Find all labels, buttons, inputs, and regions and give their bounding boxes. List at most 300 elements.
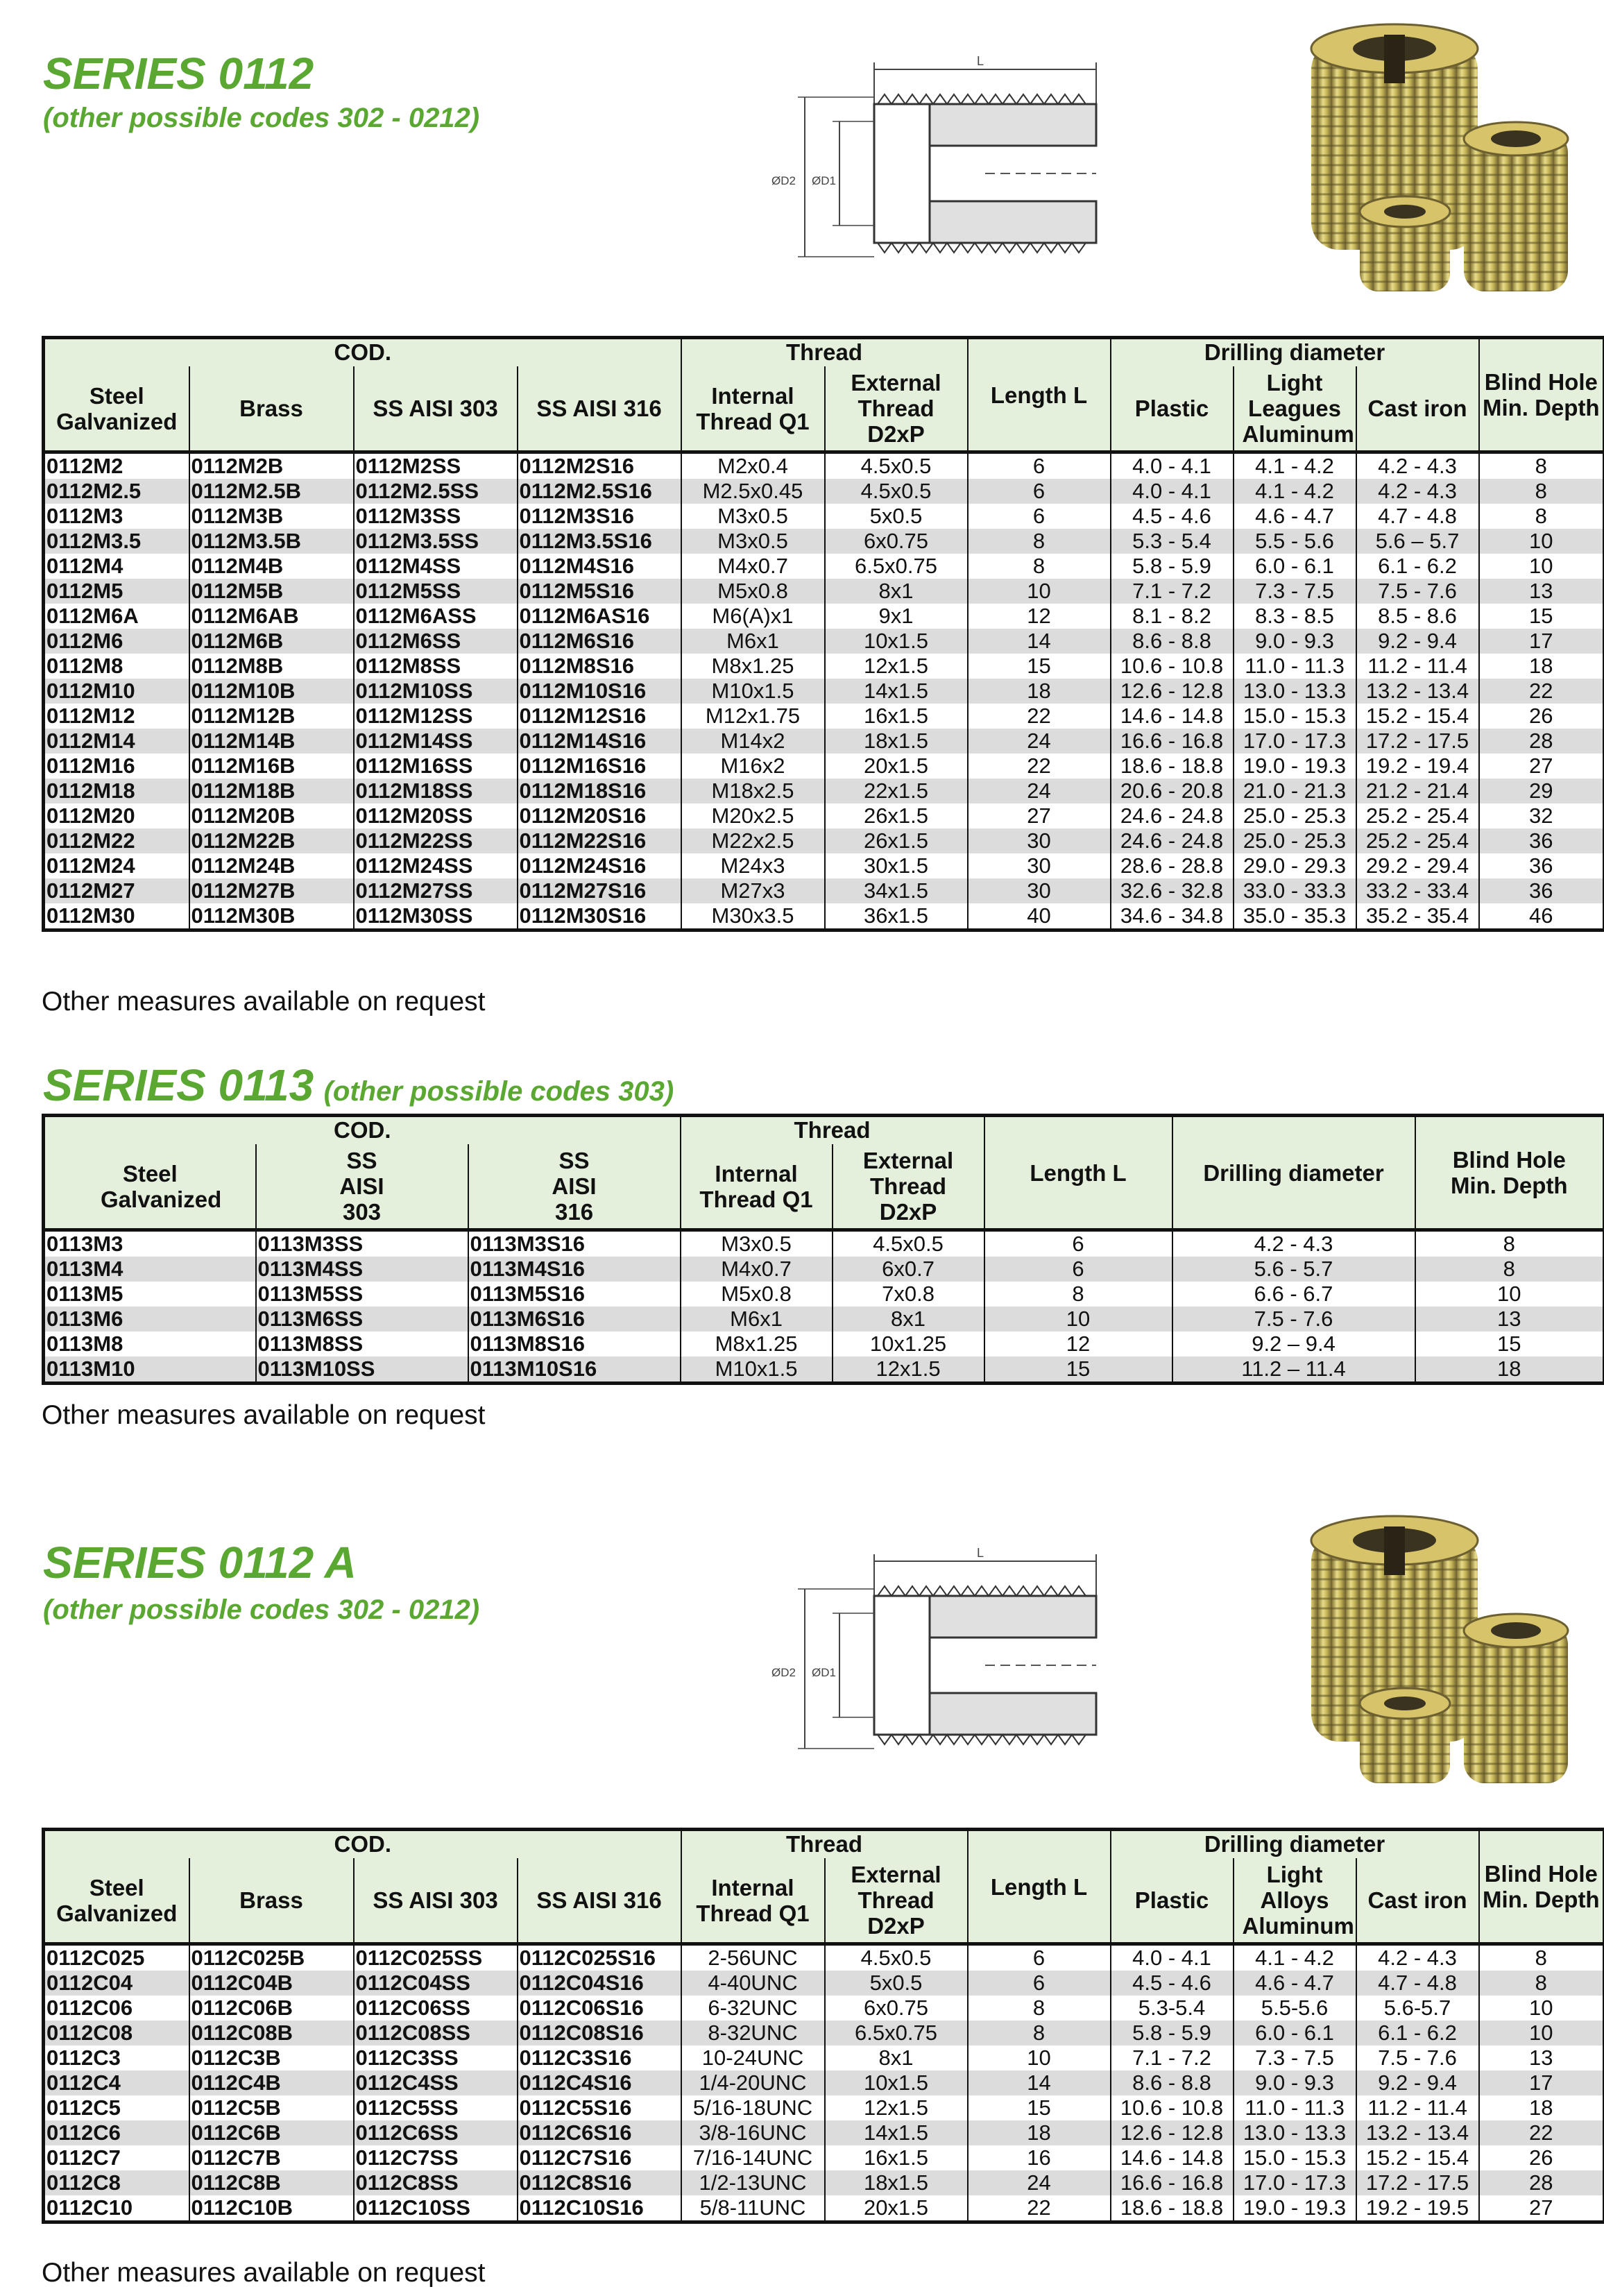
product-code-cell: 0112C6SS [354, 2120, 518, 2145]
product-code-cell: 0112C06 [44, 1996, 189, 2021]
value-cell: 5x0.5 [825, 504, 968, 529]
value-cell: 18 [1415, 1357, 1604, 1384]
value-cell: 33.2 - 33.4 [1356, 878, 1479, 903]
value-cell: 30 [968, 878, 1111, 903]
product-code-cell: 0113M4SS [256, 1257, 468, 1282]
product-code-cell: 0112M6B [189, 629, 354, 654]
product-code-cell: 0112C04SS [354, 1971, 518, 1996]
light-alloys-header: Light Alloys Aluminum [1234, 1858, 1356, 1944]
value-cell: 36 [1479, 828, 1604, 853]
ss-aisi-303-header: SS AISI 303 [256, 1144, 468, 1230]
value-cell: 28.6 - 28.8 [1111, 853, 1234, 878]
value-cell: 6x0.75 [825, 529, 968, 554]
product-code-cell: 0113M10SS [256, 1357, 468, 1384]
table-row [44, 754, 1604, 779]
value-cell: 5.5 - 5.6 [1234, 529, 1356, 554]
value-cell: M24x3 [681, 853, 825, 878]
value-cell: M30x3.5 [681, 903, 825, 930]
product-code-cell: 0112M3.5SS [354, 529, 518, 554]
value-cell: 29.0 - 29.3 [1234, 853, 1356, 878]
product-code-cell: 0112C3SS [354, 2046, 518, 2070]
length-header: Length L [968, 1830, 1111, 1944]
product-code-cell: 0112M2B [189, 452, 354, 479]
table-row [44, 1230, 1604, 1257]
product-code-cell: 0112C5 [44, 2095, 189, 2120]
table-row [44, 903, 1604, 930]
product-code-cell: 0112M24S16 [518, 853, 681, 878]
external-thread-header: External Thread D2xP [833, 1144, 984, 1230]
table-row [44, 2095, 1604, 2120]
product-code-cell: 0112M8B [189, 654, 354, 679]
value-cell: 24.6 - 24.8 [1111, 803, 1234, 828]
value-cell: 22 [968, 704, 1111, 729]
value-cell: 4-40UNC [681, 1971, 825, 1996]
product-code-cell: 0112M5B [189, 579, 354, 604]
product-code-cell: 0112M2.5S16 [518, 479, 681, 504]
product-code-cell: 0112C7 [44, 2145, 189, 2170]
value-cell: 7x0.8 [833, 1282, 984, 1307]
product-code-cell: 0112C08B [189, 2021, 354, 2046]
product-code-cell: 0112M5SS [354, 579, 518, 604]
value-cell: M5x0.8 [681, 579, 825, 604]
product-code-cell: 0112M16 [44, 754, 189, 779]
value-cell: 7.5 - 7.6 [1172, 1307, 1415, 1332]
series-0113-heading [43, 1060, 674, 1110]
value-cell: 26x1.5 [825, 828, 968, 853]
value-cell: 18x1.5 [825, 2170, 968, 2195]
threaded-insert-photo-1 [1290, 21, 1582, 298]
table-row [44, 1357, 1604, 1384]
series-0112a-table [42, 1828, 1604, 2224]
value-cell: 25.2 - 25.4 [1356, 803, 1479, 828]
value-cell: 8.6 - 8.8 [1111, 2070, 1234, 2095]
value-cell: 8 [968, 554, 1111, 579]
product-code-cell: 0112C025B [189, 1944, 354, 1971]
value-cell: 17 [1479, 629, 1604, 654]
value-cell: 6x0.7 [833, 1257, 984, 1282]
steel-galvanized-header: Steel Galvanized [44, 366, 189, 452]
blind-hole-header: Blind Hole Min. Depth [1415, 1116, 1604, 1230]
value-cell: 6 [984, 1257, 1172, 1282]
value-cell: 25.0 - 25.3 [1234, 803, 1356, 828]
value-cell: 5.6-5.7 [1356, 1996, 1479, 2021]
value-cell: 6.5x0.75 [825, 554, 968, 579]
product-code-cell: 0112C6S16 [518, 2120, 681, 2145]
value-cell: M20x2.5 [681, 803, 825, 828]
product-code-cell: 0113M8 [44, 1332, 256, 1357]
table-row [44, 1996, 1604, 2021]
table-row [44, 529, 1604, 554]
dimension-l-label: L [977, 1546, 984, 1560]
product-code-cell: 0113M5SS [256, 1282, 468, 1307]
value-cell: 3/8-16UNC [681, 2120, 825, 2145]
product-code-cell: 0113M3S16 [468, 1230, 681, 1257]
product-code-cell: 0112M30B [189, 903, 354, 930]
value-cell: 10.6 - 10.8 [1111, 654, 1234, 679]
value-cell: 8 [984, 1282, 1172, 1307]
value-cell: 8 [1415, 1230, 1604, 1257]
value-cell: 7.5 - 7.6 [1356, 2046, 1479, 2070]
value-cell: 8.6 - 8.8 [1111, 629, 1234, 654]
value-cell: 6 [984, 1230, 1172, 1257]
table-row [44, 2070, 1604, 2095]
product-code-cell: 0113M6SS [256, 1307, 468, 1332]
product-code-cell: 0112M4S16 [518, 554, 681, 579]
value-cell: 25.0 - 25.3 [1234, 828, 1356, 853]
series-0112-note: Other measures available on request [42, 987, 486, 1017]
table-row [44, 853, 1604, 878]
value-cell: 6 [968, 1971, 1111, 1996]
cod-header: COD. [44, 338, 681, 367]
product-code-cell: 0112M3B [189, 504, 354, 529]
table-row [44, 2195, 1604, 2222]
value-cell: 6.0 - 6.1 [1234, 2021, 1356, 2046]
product-code-cell: 0112C7S16 [518, 2145, 681, 2170]
table-row [44, 2170, 1604, 2195]
product-code-cell: 0112C025SS [354, 1944, 518, 1971]
product-code-cell: 0112C10SS [354, 2195, 518, 2222]
drilling-header: Drilling diameter [1111, 1830, 1479, 1859]
brass-header: Brass [189, 1858, 354, 1944]
value-cell: 7.1 - 7.2 [1111, 2046, 1234, 2070]
ss-aisi-316-header: SS AISI 316 [518, 366, 681, 452]
value-cell: 10.6 - 10.8 [1111, 2095, 1234, 2120]
value-cell: 8x1 [825, 2046, 968, 2070]
value-cell: 4.0 - 4.1 [1111, 479, 1234, 504]
thread-header: Thread [681, 1116, 984, 1145]
product-code-cell: 0112M16B [189, 754, 354, 779]
product-code-cell: 0112C8 [44, 2170, 189, 2195]
table-row [44, 2120, 1604, 2145]
value-cell: 4.2 - 4.3 [1356, 479, 1479, 504]
value-cell: 36x1.5 [825, 903, 968, 930]
value-cell: 5.6 - 5.7 [1172, 1257, 1415, 1282]
value-cell: 6.1 - 6.2 [1356, 2021, 1479, 2046]
value-cell: 11.0 - 11.3 [1234, 654, 1356, 679]
product-code-cell: 0112M2S16 [518, 452, 681, 479]
product-code-cell: 0112C08 [44, 2021, 189, 2046]
product-code-cell: 0113M8S16 [468, 1332, 681, 1357]
value-cell: 27 [968, 803, 1111, 828]
value-cell: 10x1.5 [825, 2070, 968, 2095]
product-code-cell: 0112C5S16 [518, 2095, 681, 2120]
product-code-cell: 0112M10S16 [518, 679, 681, 704]
value-cell: 13.2 - 13.4 [1356, 679, 1479, 704]
value-cell: 8 [1479, 1944, 1604, 1971]
value-cell: 15.0 - 15.3 [1234, 704, 1356, 729]
value-cell: 4.0 - 4.1 [1111, 1944, 1234, 1971]
value-cell: 4.5x0.5 [825, 452, 968, 479]
product-code-cell: 0113M8SS [256, 1332, 468, 1357]
value-cell: M4x0.7 [681, 1257, 833, 1282]
value-cell: 19.0 - 19.3 [1234, 754, 1356, 779]
value-cell: 10 [1479, 2021, 1604, 2046]
value-cell: 32.6 - 32.8 [1111, 878, 1234, 903]
plastic-header: Plastic [1111, 366, 1234, 452]
value-cell: 9.0 - 9.3 [1234, 2070, 1356, 2095]
value-cell: 5.5-5.6 [1234, 1996, 1356, 2021]
value-cell: 15 [1415, 1332, 1604, 1357]
steel-galvanized-header: Steel Galvanized [44, 1858, 189, 1944]
value-cell: 6.6 - 6.7 [1172, 1282, 1415, 1307]
product-code-cell: 0112M27 [44, 878, 189, 903]
product-code-cell: 0112M6SS [354, 629, 518, 654]
product-code-cell: 0112C8S16 [518, 2170, 681, 2195]
value-cell: M16x2 [681, 754, 825, 779]
value-cell: 8x1 [825, 579, 968, 604]
value-cell: 18 [1479, 654, 1604, 679]
value-cell: M2x0.4 [681, 452, 825, 479]
product-code-cell: 0113M5S16 [468, 1282, 681, 1307]
value-cell: 18.6 - 18.8 [1111, 2195, 1234, 2222]
value-cell: 35.2 - 35.4 [1356, 903, 1479, 930]
value-cell: 17.2 - 17.5 [1356, 2170, 1479, 2195]
value-cell: 8 [1479, 1971, 1604, 1996]
value-cell: 5/8-11UNC [681, 2195, 825, 2222]
product-code-cell: 0112C4B [189, 2070, 354, 2095]
product-code-cell: 0112C04 [44, 1971, 189, 1996]
value-cell: 4.5 - 4.6 [1111, 504, 1234, 529]
dimension-d2-label: ØD2 [771, 174, 796, 187]
product-code-cell: 0112M24 [44, 853, 189, 878]
table-row [44, 479, 1604, 504]
value-cell: 21.2 - 21.4 [1356, 779, 1479, 803]
value-cell: 8 [968, 2021, 1111, 2046]
value-cell: 26 [1479, 704, 1604, 729]
series-0113-table [42, 1114, 1604, 1385]
value-cell: 4.7 - 4.8 [1356, 504, 1479, 529]
product-code-cell: 0112M30 [44, 903, 189, 930]
value-cell: 10 [1479, 554, 1604, 579]
series-0112a-note: Other measures available on request [42, 2258, 486, 2288]
product-code-cell: 0112M10 [44, 679, 189, 704]
product-code-cell: 0112C6 [44, 2120, 189, 2145]
value-cell: 8 [1479, 504, 1604, 529]
thread-header: Thread [681, 1830, 968, 1859]
product-code-cell: 0112M6 [44, 629, 189, 654]
threaded-insert-photo-2 [1290, 1513, 1582, 1790]
value-cell: 4.2 - 4.3 [1356, 1944, 1479, 1971]
value-cell: 12 [984, 1332, 1172, 1357]
product-code-cell: 0112M16SS [354, 754, 518, 779]
product-code-cell: 0112M4B [189, 554, 354, 579]
value-cell: 13.2 - 13.4 [1356, 2120, 1479, 2145]
insert-section-diagram-1 [722, 49, 1110, 298]
product-code-cell: 0112C10B [189, 2195, 354, 2222]
internal-thread-header: Internal Thread Q1 [681, 1858, 825, 1944]
product-code-cell: 0112C4 [44, 2070, 189, 2095]
product-code-cell: 0112C08SS [354, 2021, 518, 2046]
value-cell: 36 [1479, 878, 1604, 903]
table-row [44, 878, 1604, 903]
product-code-cell: 0112C06SS [354, 1996, 518, 2021]
value-cell: 17 [1479, 2070, 1604, 2095]
product-code-cell: 0112C8B [189, 2170, 354, 2195]
value-cell: 6-32UNC [681, 1996, 825, 2021]
table-row [44, 1257, 1604, 1282]
value-cell: 7/16-14UNC [681, 2145, 825, 2170]
value-cell: 7.3 - 7.5 [1234, 2046, 1356, 2070]
product-code-cell: 0113M5 [44, 1282, 256, 1307]
value-cell: 14 [968, 2070, 1111, 2095]
product-code-cell: 0112M18 [44, 779, 189, 803]
product-code-cell: 0113M3SS [256, 1230, 468, 1257]
product-code-cell: 0112M6S16 [518, 629, 681, 654]
value-cell: M2.5x0.45 [681, 479, 825, 504]
value-cell: 27 [1479, 754, 1604, 779]
value-cell: 9x1 [825, 604, 968, 629]
value-cell: 4.0 - 4.1 [1111, 452, 1234, 479]
product-code-cell: 0112M2.5B [189, 479, 354, 504]
value-cell: M3x0.5 [681, 1230, 833, 1257]
value-cell: 29 [1479, 779, 1604, 803]
product-code-cell: 0112M10SS [354, 679, 518, 704]
table-row [44, 2145, 1604, 2170]
value-cell: 10 [1479, 529, 1604, 554]
product-code-cell: 0112M27SS [354, 878, 518, 903]
value-cell: 11.2 - 11.4 [1356, 654, 1479, 679]
value-cell: 8.5 - 8.6 [1356, 604, 1479, 629]
insert-section-diagram-2 [722, 1540, 1110, 1790]
product-code-cell: 0112C5B [189, 2095, 354, 2120]
product-code-cell: 0112C06S16 [518, 1996, 681, 2021]
ss-aisi-303-header: SS AISI 303 [354, 366, 518, 452]
product-code-cell: 0112C6B [189, 2120, 354, 2145]
value-cell: 6 [968, 1944, 1111, 1971]
product-code-cell: 0112M8SS [354, 654, 518, 679]
value-cell: 10-24UNC [681, 2046, 825, 2070]
value-cell: 29.2 - 29.4 [1356, 853, 1479, 878]
product-code-cell: 0112M30SS [354, 903, 518, 930]
value-cell: 22 [1479, 679, 1604, 704]
product-code-cell: 0112C04B [189, 1971, 354, 1996]
product-code-cell: 0112M22B [189, 828, 354, 853]
value-cell: 17.0 - 17.3 [1234, 729, 1356, 754]
value-cell: M18x2.5 [681, 779, 825, 803]
product-code-cell: 0112M12S16 [518, 704, 681, 729]
value-cell: 12x1.5 [833, 1357, 984, 1384]
value-cell: M6(A)x1 [681, 604, 825, 629]
table-row [44, 452, 1604, 479]
value-cell: M10x1.5 [681, 679, 825, 704]
value-cell: 21.0 - 21.3 [1234, 779, 1356, 803]
cast-iron-header: Cast iron [1356, 366, 1479, 452]
value-cell: 6.0 - 6.1 [1234, 554, 1356, 579]
value-cell: 12 [968, 604, 1111, 629]
product-code-cell: 0112C10 [44, 2195, 189, 2222]
product-code-cell: 0112M2.5SS [354, 479, 518, 504]
table-row [44, 504, 1604, 529]
value-cell: 15.2 - 15.4 [1356, 2145, 1479, 2170]
thread-header: Thread [681, 338, 968, 367]
value-cell: 19.0 - 19.3 [1234, 2195, 1356, 2222]
value-cell: 26 [1479, 2145, 1604, 2170]
value-cell: 10 [1415, 1282, 1604, 1307]
drilling-header: Drilling diameter [1111, 338, 1479, 367]
value-cell: 10 [984, 1307, 1172, 1332]
dimension-d1-label: ØD1 [812, 174, 836, 187]
value-cell: M6x1 [681, 629, 825, 654]
value-cell: 5.6 – 5.7 [1356, 529, 1479, 554]
product-code-cell: 0112C8SS [354, 2170, 518, 2195]
value-cell: 4.5x0.5 [825, 479, 968, 504]
product-code-cell: 0113M6 [44, 1307, 256, 1332]
drilling-header: Drilling diameter [1172, 1116, 1415, 1230]
value-cell: 6x0.75 [825, 1996, 968, 2021]
value-cell: 22 [1479, 2120, 1604, 2145]
value-cell: 28 [1479, 2170, 1604, 2195]
value-cell: 6 [968, 479, 1111, 504]
cod-header: COD. [44, 1830, 681, 1859]
product-code-cell: 0112C4S16 [518, 2070, 681, 2095]
value-cell: 15 [984, 1357, 1172, 1384]
value-cell: 27 [1479, 2195, 1604, 2222]
value-cell: 8 [1415, 1257, 1604, 1282]
product-code-cell: 0112M20B [189, 803, 354, 828]
value-cell: 5.8 - 5.9 [1111, 554, 1234, 579]
value-cell: 4.1 - 4.2 [1234, 479, 1356, 504]
value-cell: 15 [968, 654, 1111, 679]
product-code-cell: 0112M22 [44, 828, 189, 853]
product-code-cell: 0112M22S16 [518, 828, 681, 853]
value-cell: 18 [968, 2120, 1111, 2145]
dimension-d2-label: ØD2 [771, 1666, 796, 1679]
product-code-cell: 0112M6A [44, 604, 189, 629]
product-code-cell: 0113M10 [44, 1357, 256, 1384]
value-cell: 6.1 - 6.2 [1356, 554, 1479, 579]
table-row [44, 779, 1604, 803]
value-cell: 24.6 - 24.8 [1111, 828, 1234, 853]
external-thread-header: External Thread D2xP [825, 1858, 968, 1944]
value-cell: 46 [1479, 903, 1604, 930]
table-row [44, 579, 1604, 604]
table-row [44, 654, 1604, 679]
value-cell: 14x1.5 [825, 2120, 968, 2145]
value-cell: 33.0 - 33.3 [1234, 878, 1356, 903]
value-cell: 34x1.5 [825, 878, 968, 903]
value-cell: 10x1.25 [833, 1332, 984, 1357]
value-cell: 26x1.5 [825, 803, 968, 828]
value-cell: 13 [1415, 1307, 1604, 1332]
ss-aisi-316-header: SS AISI 316 [518, 1858, 681, 1944]
value-cell: 5.3-5.4 [1111, 1996, 1234, 2021]
product-code-cell: 0112C3B [189, 2046, 354, 2070]
value-cell: 13.0 - 13.3 [1234, 679, 1356, 704]
value-cell: 15 [968, 2095, 1111, 2120]
value-cell: M5x0.8 [681, 1282, 833, 1307]
value-cell: M6x1 [681, 1307, 833, 1332]
series-0112a-subtitle: (other possible codes 302 - 0212) [43, 1595, 480, 1625]
value-cell: 4.5x0.5 [825, 1944, 968, 1971]
value-cell: 8 [968, 1996, 1111, 2021]
product-code-cell: 0112C04S16 [518, 1971, 681, 1996]
table-row [44, 679, 1604, 704]
product-code-cell: 0113M4S16 [468, 1257, 681, 1282]
value-cell: 4.1 - 4.2 [1234, 452, 1356, 479]
value-cell: 12x1.5 [825, 2095, 968, 2120]
value-cell: 4.6 - 4.7 [1234, 1971, 1356, 1996]
value-cell: 8-32UNC [681, 2021, 825, 2046]
product-code-cell: 0112M18B [189, 779, 354, 803]
value-cell: 1/4-20UNC [681, 2070, 825, 2095]
product-code-cell: 0112M6ASS [354, 604, 518, 629]
cod-header: COD. [44, 1116, 681, 1145]
table-row [44, 1307, 1604, 1332]
value-cell: M4x0.7 [681, 554, 825, 579]
value-cell: 4.2 - 4.3 [1172, 1230, 1415, 1257]
value-cell: 16.6 - 16.8 [1111, 729, 1234, 754]
value-cell: 4.5 - 4.6 [1111, 1971, 1234, 1996]
